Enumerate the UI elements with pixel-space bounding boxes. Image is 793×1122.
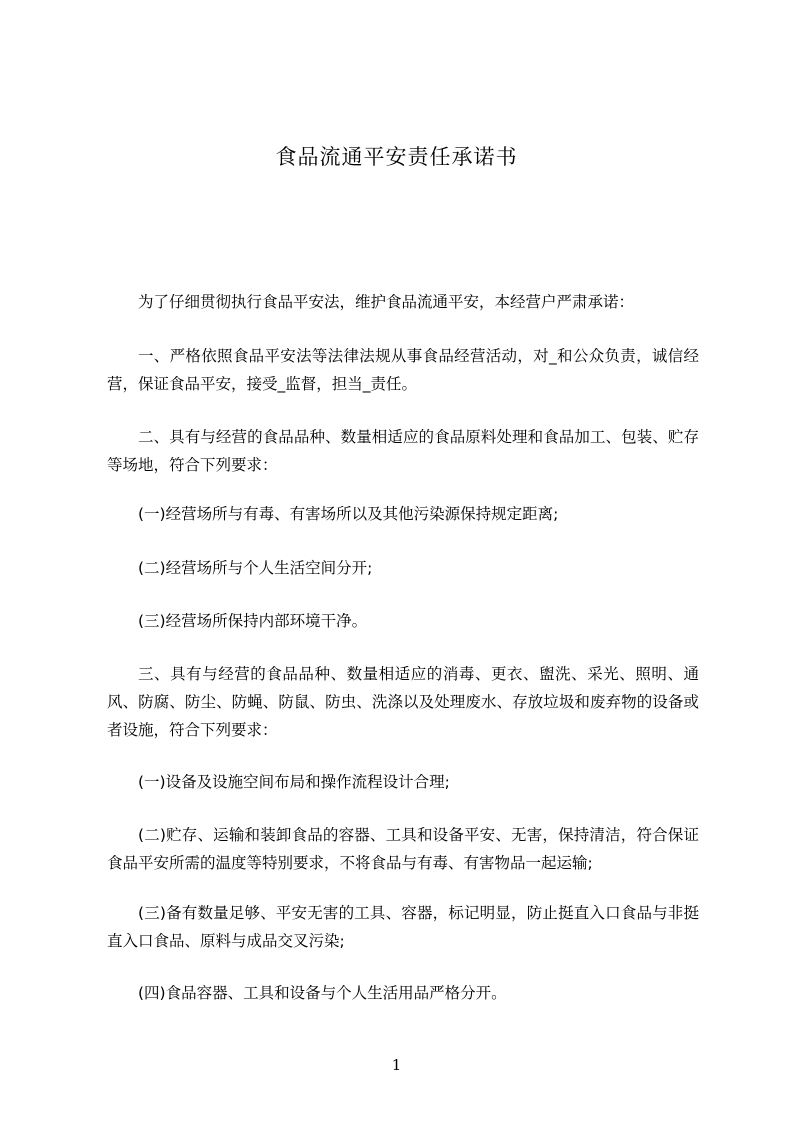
- clause-2-item-3: (三)经营场所保持内部环境干净。: [138, 612, 368, 630]
- clause-2-item-2: (二)经营场所与个人生活空间分开;: [138, 559, 373, 577]
- clause-3-item-1: (一)设备及设施空间布局和操作流程设计合理;: [138, 773, 450, 791]
- document-title: 食品流通平安责任承诺书: [275, 145, 518, 169]
- clause-2-paragraph: 二、具有与经营的食品品种、数量相适应的食品原料处理和食品加工、包装、贮存等场地，符合下列要求：: [107, 428, 699, 474]
- clause-3-item-3: (三)备有数量足够、平安无害的工具、容器，标记明显，防止挺直入口食品与非挺直入口食品、原料与成品交叉污染;: [107, 904, 699, 950]
- clause-3-item-4: (四)食品容器、工具和设备与个人生活用品严格分开。: [138, 984, 507, 1002]
- page-number: 1: [391, 1056, 402, 1074]
- clause-3-paragraph: 三、具有与经营的食品品种、数量相适应的消毒、更衣、盥洗、采光、照明、通风、防腐、防尘、防蝇、防鼠、防虫、洗涤以及处理废水、存放垃圾和废弃物的设备或者设施，符合下列要求：: [107, 665, 699, 739]
- intro-paragraph: 为了仔细贯彻执行食品平安法，维护食品流通平安，本经营户严肃承诺：: [138, 293, 635, 311]
- clause-1-paragraph: 一、严格依照食品平安法等法律法规从事食品经营活动，对_和公众负责，诚信经营，保证食品平安，接受_监督，担当_责任。: [107, 347, 699, 393]
- clause-3-item-2: (二)贮存、运输和装卸食品的容器、工具和设备平安、无害，保持清洁，符合保证食品平安所需的温度等特别要求，不将食品与有毒、有害物品一起运输;: [107, 826, 699, 872]
- clause-2-item-1: (一)经营场所与有毒、有害场所以及其他污染源保持规定距离;: [138, 505, 559, 523]
